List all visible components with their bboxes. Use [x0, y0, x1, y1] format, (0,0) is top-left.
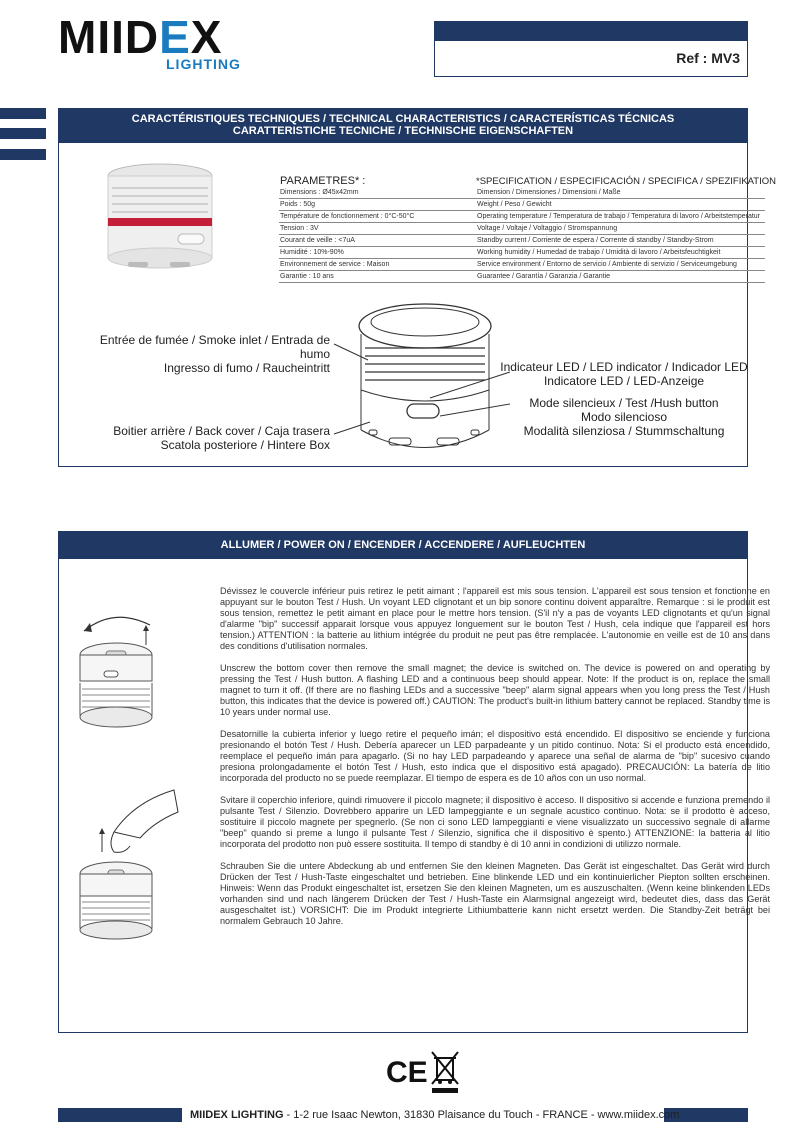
- callout-back-line-1: Boitier arrière / Back cover / Caja trasera: [113, 424, 330, 438]
- spec-row: [279, 259, 765, 271]
- footer-address-text: - 1-2 rue Isaac Newton, 31830 Plaisance du Touch - FRANCE - www.miidex.com: [283, 1109, 680, 1121]
- unscrew-illustration: [74, 605, 164, 745]
- spec-param: Tension : 3V: [279, 223, 476, 235]
- section-title-line-1: CARACTÉRISTIQUES TECHNIQUES / TECHNICAL CHARACTERISTICS / CARACTERÍSTICAS TÉCNICAS: [131, 113, 675, 125]
- callout-led-indicator: [500, 360, 748, 388]
- footer-company: MIIDEX LIGHTING: [190, 1109, 284, 1121]
- spec-translation: Voltage / Voltaje / Voltaggio / Stromspannung: [476, 223, 765, 235]
- callout-mode-line-3: Modalità silenziosa / Stummschaltung: [523, 424, 725, 438]
- section-header-power-on: ALLUMER / POWER ON / ENCENDER / ACCENDERE / AUFLEUCHTEN: [58, 531, 748, 559]
- logo-text-2: E: [159, 11, 191, 63]
- spec-translation: Weight / Peso / Gewicht: [476, 199, 765, 211]
- callout-hush-button: [514, 396, 734, 438]
- callout-mode-line-2: Modo silencioso: [580, 410, 668, 424]
- weee-bin-icon: [430, 1050, 460, 1094]
- callout-smoke-line-2: Ingresso di fumo / Raucheintritt: [163, 361, 330, 375]
- callout-back-cover: [90, 424, 330, 452]
- spec-param: Température de fonctionnement : 0°C-50°C: [279, 211, 476, 223]
- callout-smoke-inlet: [90, 333, 330, 375]
- spec-param: Environnement de service : Maison: [279, 259, 476, 271]
- ref-box-header: [434, 21, 748, 41]
- power-on-instructions: [220, 586, 770, 938]
- logo-subtitle: LIGHTING: [166, 56, 241, 72]
- logo-text-1: MIID: [58, 11, 160, 63]
- logo-text-3: X: [190, 11, 223, 63]
- params-title-right: *SPECIFICATION / ESPECIFICACIÓN / SPECIFICA / SPEZIFIKATION: [476, 176, 777, 187]
- instructions-it: Svitare il coperchio inferiore, quindi rimuovere il piccolo magnete; il dispositivo è acceso. Il dispositivo si accende e funziona premendo il pulsante Test / Silenzio. Dovrebbero apparire un LED lampeggiante e un segnale acustico continuo. Nota: se il prodotto è acceso, sostituire il piccolo magnete per spegnerlo. (Se non ci sono LED lampeggianti e viene visualizzato un successivo segnale di allarme "beep" quando si preme a lungo il pulsante Test / Silenzio, significa che il dispositivo è spento.) ATTENZIONE: la batteria al litio incorporata del prodotto non può essere sostituita. Il tempo di standby è di 10 anni in condizioni di utilizzo normale.: [220, 795, 770, 849]
- brand-logo: [58, 11, 223, 63]
- footer-bar-left: [58, 1108, 182, 1122]
- spec-row: [279, 199, 765, 211]
- callout-smoke-line-1: Entrée de fumée / Smoke inlet / Entrada de humo: [99, 333, 330, 361]
- product-image: [100, 158, 220, 278]
- instructions-es: Desatornille la cubierta inferior y luego retire el pequeño imán; el dispositivo está encendido. El dispositivo se enciende y funciona presionando el botón Test / Hush. Debería aparecer un LED parpadeante y un pitido continuo. Nota: Si el producto está encendido, reemplace el pequeño imán para apagarlo. (Si no hay LED parpadeando y aparece una señal de alarma de "bip" sucesivo cuando presiona prolongadamente el botón Test / Hush, esto indica que el dispositivo está apagado). PRECAUCIÓN: La batería de litio incorporada del producto no se puede reemplazar. El tiempo de espera es de 10 años con un uso normal.: [220, 729, 770, 783]
- callout-led-line-1: Indicateur LED / LED indicator / Indicador LED: [500, 360, 748, 374]
- callout-lines: [330, 330, 520, 440]
- press-button-illustration: [74, 782, 184, 952]
- instructions-fr: Dévissez le couvercle inférieur puis retirez le petit aimant ; l'appareil est mis sous tension. L'appareil est sous tension et fonctionne en appuyant sur le bouton Test / Hush. Un voyant LED clignotant et un bip sonore continu doivent apparaître. Remarque : si le produit est sous tension, remettez le petit aimant en place pour le mettre hors tension. (S'il n'y a pas de voyants LED clignotants et qu'un signal d'alarme "bip" successif apparait lorsque vous appuyez longuement sur le bouton Test / Hush, cela indique que l'appareil est hors tension.) ATTENTION : la batterie au lithium intégrée du produit ne peut pas être remplacée. L'autonomie en veille est de 10 ans dans des conditions d'utilisation normales.: [220, 586, 770, 651]
- params-title-left: PARAMETRES* :: [280, 175, 366, 187]
- spec-param: Garantie : 10 ans: [279, 271, 476, 283]
- decor-stripe-1: [0, 108, 46, 119]
- ref-label: Ref : MV3: [676, 50, 740, 66]
- spec-param: Dimensions : Ø45x42mm: [279, 187, 476, 199]
- spec-translation: Dimension / Dimensiones / Dimensioni / Maße: [476, 187, 765, 199]
- decor-stripe-3: [0, 149, 46, 160]
- spec-translation: Guarantee / Garantía / Garanzia / Garantie: [476, 271, 765, 283]
- spec-param: Poids : 50g: [279, 199, 476, 211]
- spec-row: [279, 223, 765, 235]
- instructions-de: Schrauben Sie die untere Abdeckung ab und entfernen Sie den kleinen Magneten. Das Gerät ist eingeschaltet. Das Gerät wird durch Drücken der Test / Hush-Taste eingeschaltet und betrieben. Eine blinkende LED und ein kontinuierlicher Piepton sollten erscheinen. Hinweis: Wenn das Produkt eingeschaltet ist, ersetzen Sie den kleinen Magneten, um es auszuschalten. (Wenn keine blinkenden LEDs vorhanden sind und nach längerem Drücken der Test / Hush-Taste ein Alarmsignal angezeigt wird, bedeutet dies, dass das Gerät ausgeschaltet ist.) VORSICHT: Die im Produkt integrierte Lithiumbatterie kann nicht ersetzt werden. Die Standby-Zeit beträgt bei normalem Gebrauch 10 Jahre.: [220, 861, 770, 926]
- spec-translation: Standby current / Corriente de espera / Corrente di standby / Standby-Strom: [476, 235, 765, 247]
- spec-translation: Operating temperature / Temperatura de trabajo / Temperatura di lavoro / Arbeitstemperatur: [476, 211, 765, 223]
- spec-param: Courant de veille : <7uA: [279, 235, 476, 247]
- spec-row: [279, 235, 765, 247]
- callout-back-line-2: Scatola posteriore / Hintere Box: [160, 438, 330, 452]
- callout-mode-line-1: Mode silencieux / Test /Hush button: [529, 396, 719, 410]
- instructions-en: Unscrew the bottom cover then remove the small magnet; the device is switched on. The device is powered on and operating by pressing the Test / Hush button. A flashing LED and a continuous beep should appear. Note: If the product is on, replace the small magnet to turn it off. (If there are no flashing LEDs and a successive "beep" alarm signal appears when you long press the Test / Hush button, this indicates that the device is powered off.) CAUTION: The product's built-in lithium battery cannot be replaced. Standby time is 10 years under normal use.: [220, 663, 770, 717]
- ce-mark-icon: CE: [386, 1056, 428, 1089]
- spec-translation: Working humidity / Humedad de trabajo / Umidità di lavoro / Arbeitsfeuchtigkeit: [476, 247, 765, 259]
- spec-param: Humidité : 10%-90%: [279, 247, 476, 259]
- section-header-specs: [58, 108, 748, 143]
- decor-stripe-2: [0, 128, 46, 139]
- callout-led-line-2: Indicatore LED / LED-Anzeige: [543, 374, 705, 388]
- spec-row: [279, 187, 765, 199]
- spec-translation: Service environment / Entorno de servicio / Ambiente di servizio / Serviceumgebung: [476, 259, 765, 271]
- spec-row: [279, 271, 765, 283]
- specs-table: [279, 187, 765, 283]
- spec-row: [279, 211, 765, 223]
- footer-address: [190, 1108, 679, 1122]
- section-title-line-2: CARATTERISTICHE TECNICHE / TECHNISCHE EIGENSCHAFTEN: [232, 125, 574, 137]
- spec-row: [279, 247, 765, 259]
